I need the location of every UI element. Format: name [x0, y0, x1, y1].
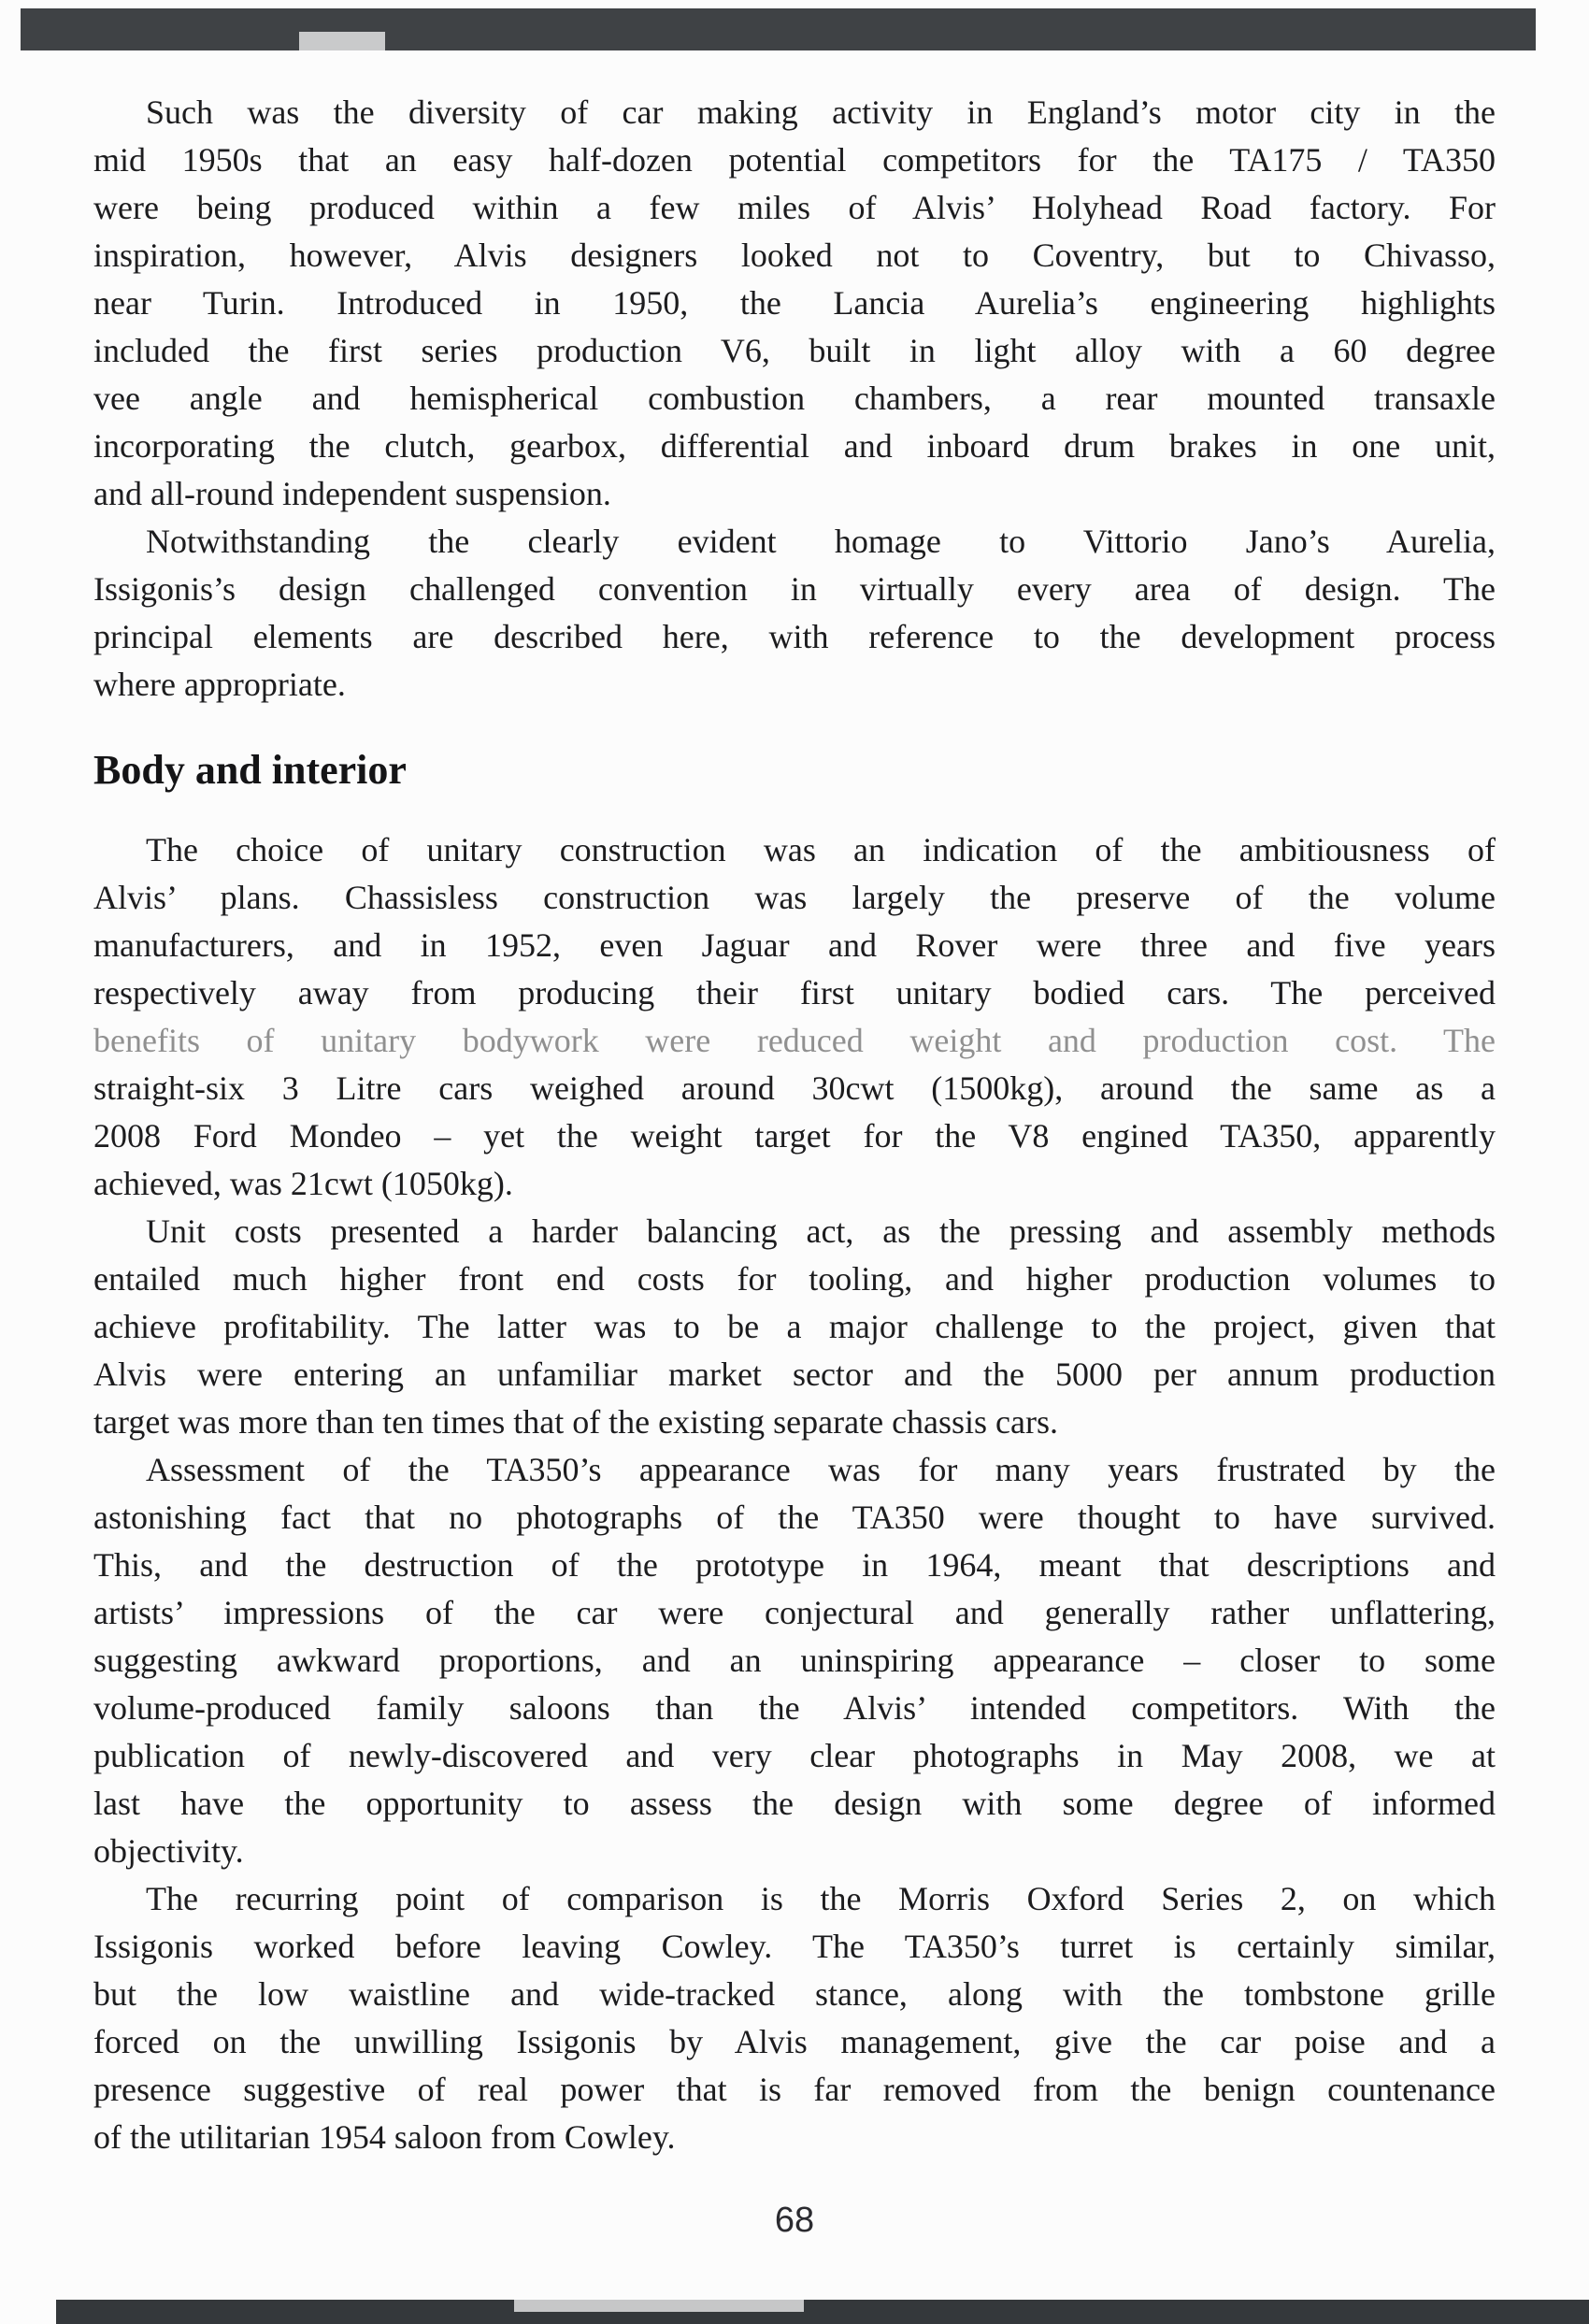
text-line: Issigonis’s design challenged convention in virtually every area of design. The	[93, 570, 1496, 608]
text-line: publication of newly-discovered and very clear photographs in May 2008, we at	[93, 1737, 1496, 1774]
bottom-scan-edge-notch	[514, 2300, 804, 2312]
text-line: achieved, was 21cwt (1050kg).	[93, 1165, 513, 1202]
text-line: presence suggestive of real power that is far removed from the benign countenance	[93, 2071, 1496, 2108]
top-scan-edge-notch	[299, 32, 385, 50]
text-line: mid 1950s that an easy half-dozen potential competitors for the TA175 / TA350	[93, 141, 1496, 179]
section-heading-body-and-interior: Body and interior	[93, 747, 407, 793]
text-line: but the low waistline and wide-tracked stance, along with the tombstone grille	[93, 1975, 1496, 2013]
text-line: entailed much higher front end costs for tooling, and higher production volumes to	[93, 1260, 1496, 1298]
paragraph-unit-costs	[93, 1208, 1496, 1446]
text-line: volume-produced family saloons than the Alvis’ intended competitors. With the	[93, 1689, 1496, 1727]
paragraph-unitary-construction	[93, 826, 1496, 1208]
text-line: The choice of unitary construction was an indication of the ambitiousness of	[146, 831, 1496, 868]
text-line: included the first series production V6, built in light alloy with a 60 degree	[93, 332, 1496, 369]
text-line: straight-six 3 Litre cars weighed around 30cwt (1500kg), around the same as a	[93, 1069, 1496, 1107]
text-line: principal elements are described here, with reference to the development process	[93, 618, 1496, 655]
text-line: Issigonis worked before leaving Cowley. The TA350’s turret is certainly similar,	[93, 1928, 1496, 1965]
text-line-faded: benefits of unitary bodywork were reduced weight and production cost. The	[93, 1022, 1496, 1059]
text-line: Such was the diversity of car making activity in England’s motor city in the	[146, 93, 1496, 131]
text-line: inspiration, however, Alvis designers looked not to Coventry, but to Chivasso,	[93, 237, 1496, 274]
text-line: The recurring point of comparison is the Morris Oxford Series 2, on which	[146, 1880, 1496, 1917]
text-line: target was more than ten times that of the existing separate chassis cars.	[93, 1403, 1059, 1441]
text-line: 2008 Ford Mondeo – yet the weight target for the V8 engined TA350, apparently	[93, 1117, 1496, 1155]
text-line: astonishing fact that no photographs of the TA350 were thought to have survived.	[93, 1499, 1496, 1536]
page-text-block	[93, 89, 1496, 2241]
text-line: last have the opportunity to assess the design with some degree of informed	[93, 1785, 1496, 1822]
paragraph-morris-oxford	[93, 1875, 1496, 2161]
text-line: Alvis’ plans. Chassisless construction was largely the preserve of the volume	[93, 879, 1496, 916]
text-line: achieve profitability. The latter was to be a major challenge to the project, given that	[93, 1308, 1496, 1345]
text-line: were being produced within a few miles of Alvis’ Holyhead Road factory. For	[93, 189, 1496, 226]
text-line: artists’ impressions of the car were conjectural and generally rather unflattering,	[93, 1594, 1496, 1631]
text-line: Unit costs presented a harder balancing act, as the pressing and assembly methods	[146, 1212, 1496, 1250]
text-line: respectively away from producing their first unitary bodied cars. The perceived	[93, 974, 1496, 1011]
paragraph-homage	[93, 518, 1496, 709]
text-line: forced on the unwilling Issigonis by Alvis management, give the car poise and a	[93, 2023, 1496, 2060]
text-line: vee angle and hemispherical combustion chambers, a rear mounted transaxle	[93, 380, 1496, 417]
text-line: and all-round independent suspension.	[93, 475, 611, 512]
text-line: This, and the destruction of the prototype in 1964, meant that descriptions and	[93, 1546, 1496, 1584]
top-scan-edge-bar	[21, 8, 1536, 50]
paragraph-intro	[93, 89, 1496, 518]
text-line: of the utilitarian 1954 saloon from Cowley.	[93, 2118, 676, 2156]
text-line: where appropriate.	[93, 666, 346, 703]
text-line: manufacturers, and in 1952, even Jaguar and Rover were three and five years	[93, 926, 1496, 964]
paragraph-assessment	[93, 1446, 1496, 1875]
text-line: near Turin. Introduced in 1950, the Lancia Aurelia’s engineering highlights	[93, 284, 1496, 322]
text-line: suggesting awkward proportions, and an uninspiring appearance – closer to some	[93, 1642, 1496, 1679]
page-number: 68	[774, 2201, 815, 2240]
text-line: Assessment of the TA350’s appearance was for many years frustrated by the	[146, 1451, 1496, 1488]
text-line: Alvis were entering an unfamiliar market sector and the 5000 per annum production	[93, 1356, 1496, 1393]
text-line: incorporating the clutch, gearbox, differential and inboard drum brakes in one unit,	[93, 427, 1496, 465]
text-line: objectivity.	[93, 1832, 244, 1870]
text-line: Notwithstanding the clearly evident homage to Vittorio Jano’s Aurelia,	[146, 523, 1496, 560]
bottom-scan-edge-bar	[56, 2300, 1589, 2324]
